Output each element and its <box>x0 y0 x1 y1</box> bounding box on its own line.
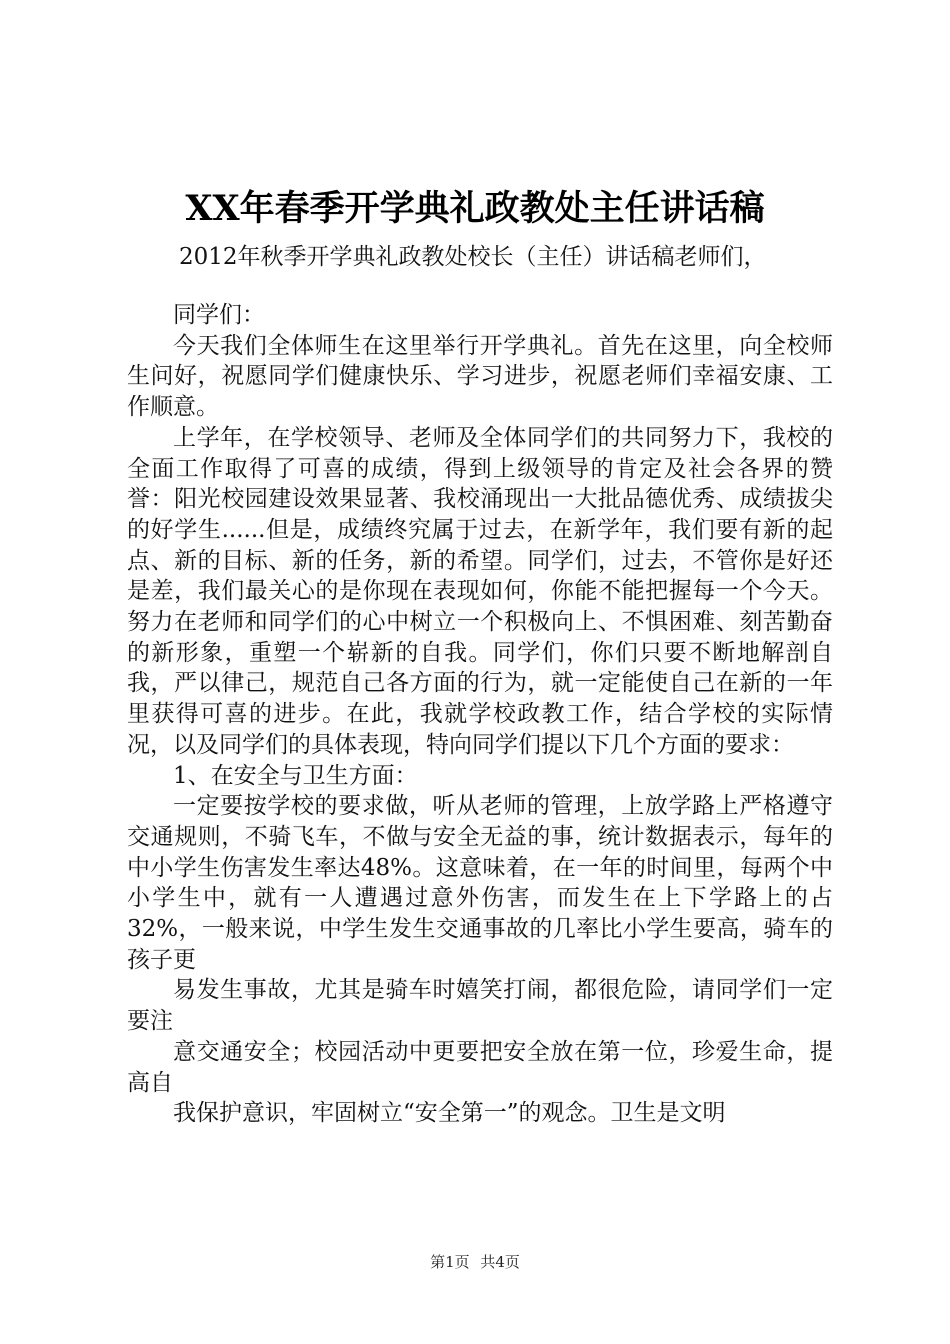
paragraph: 今天我们全体师生在这里举行开学典礼。首先在这里，向全校师生问好，祝愿同学们健康快乐、学习进步，祝愿老师们幸福安康、工作顺意。 <box>127 332 833 421</box>
paragraph: 意交通安全；校园活动中更要把安全放在第一位，珍爱生命，提高自 <box>127 1038 833 1096</box>
document-title: XX年春季开学典礼政教处主任讲话稿 <box>185 188 765 229</box>
document-body <box>127 300 833 1129</box>
paragraph: 我保护意识，牢固树立“安全第一”的观念。卫生是文明 <box>173 1100 726 1127</box>
page-number-current: 第1页 <box>430 1253 470 1271</box>
paragraph: 易发生事故，尤其是骑车时嬉笑打闹，都很危险，请同学们一定要注 <box>127 977 833 1035</box>
paragraph: 上学年，在学校领导、老师及全体同学们的共同努力下，我校的全面工作取得了可喜的成绩，得到上级领导的肯定及社会各界的赞誉：阳光校园建设效果显著、我校涌现出一大批品德优秀、成绩拔尖的好学生......但是，成绩终究属于过去，在新学年，我们要有新的起点、新的目标、新的任务，新的希望。同学们，过去，不管你是好还是差，我们最关心的是你现在表现如何，你能不能把握每一个今天。努力在老师和同学们的心中树立一个积极向上、不惧困难、刻苦勤奋的新形象，重塑一个崭新的自我。同学们，你们只要不断地解剖自我，严以律己，规范自己各方面的行为，就一定能使自己在新的一年里获得可喜的进步。在此，我就学校政教工作，结合学校的实际情况，以及同学们的具体表现，特向同学们提以下几个方面的要求： <box>127 424 833 758</box>
paragraph: 一定要按学校的要求做，听从老师的管理，上放学路上严格遵守交通规则，不骑飞车，不做与安全无益的事，统计数据表示，每年的中小学生伤害发生率达48%。这意味着，在一年的时间里，每两个中小学生中，就有一人遭遇过意外伤害，而发生在上下学路上的占32%，一般来说，中学生发生交通事故的几率比小学生要高，骑车的孩子更 <box>127 793 833 973</box>
paragraph-greeting: 同学们： <box>173 302 265 328</box>
page-number-total: 共4页 <box>480 1253 520 1271</box>
section-heading: 1、在安全与卫生方面： <box>173 762 418 789</box>
page-footer <box>0 1252 950 1272</box>
document-subtitle: 2012年秋季开学典礼政教处校长（主任）讲话稿老师们， <box>179 244 767 270</box>
